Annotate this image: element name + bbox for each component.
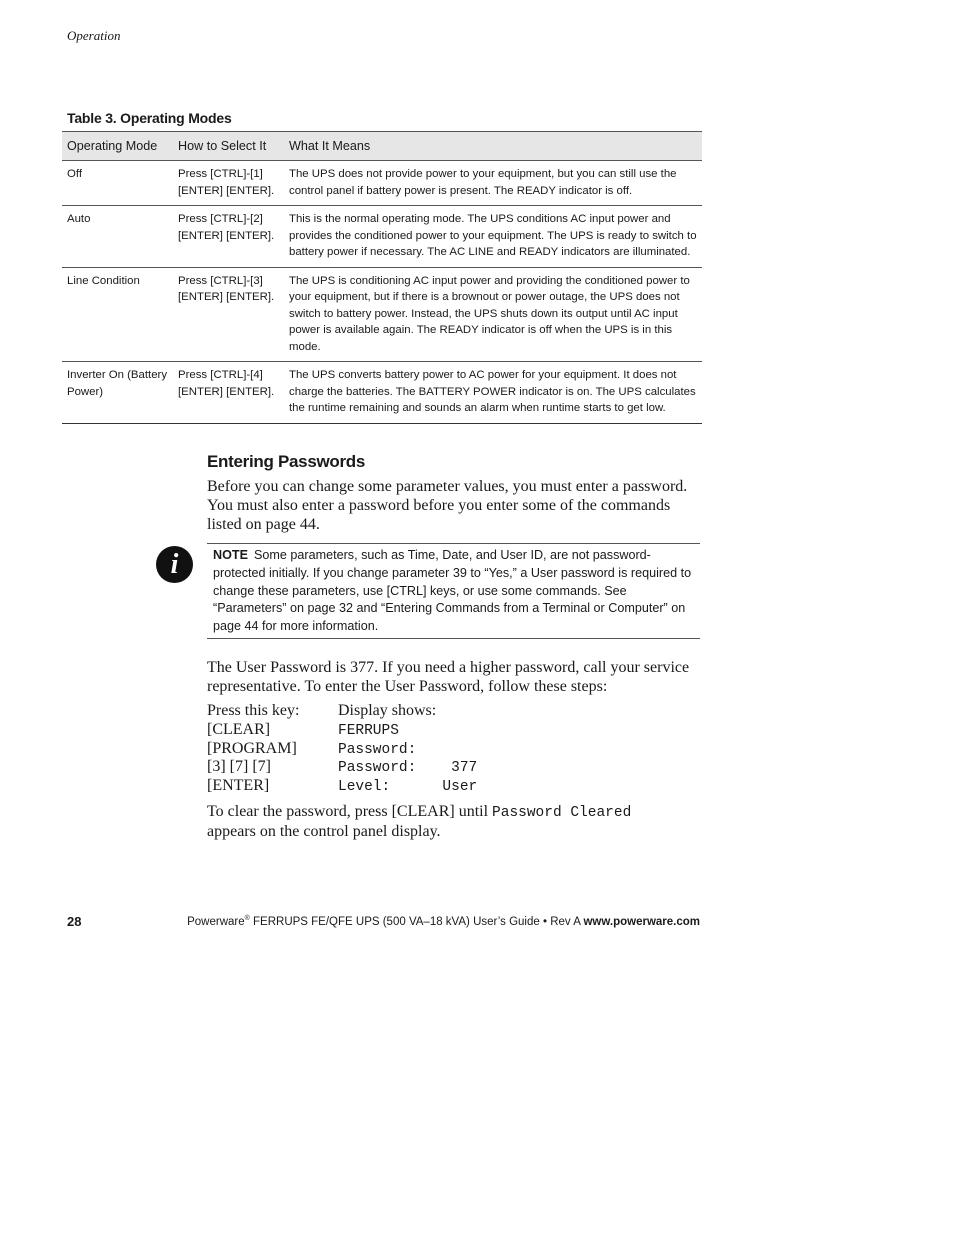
column-header-how-to-select: How to Select It — [173, 132, 284, 161]
select-cell: Press [CTRL]-[2] [ENTER] [ENTER]. — [173, 206, 284, 268]
clear-password-paragraph — [207, 803, 702, 841]
note-content — [213, 547, 697, 636]
column-header-what-it-means: What It Means — [284, 132, 702, 161]
note-text: Some parameters, such as Time, Date, and User ID, are not password-protected initially. If you change parameter 39 to “Yes,” a User password is required to change these parameters, use [CTRL] keys, or use some commands. See “Parameters” on page 32 and “Entering Commands from a Terminal or Computer” on page 44 for more information. — [213, 548, 692, 634]
meaning-cell: The UPS converts battery power to AC power for your equipment. It does not charge the batteries. The BATTERY POWER indicator is on. The UPS calculates the runtime remaining and sounds an alarm when runtime starts to get low. — [284, 362, 702, 424]
clear-text-before: To clear the password, press [CLEAR] until — [207, 803, 489, 820]
note-label: NOTE — [213, 548, 248, 562]
clear-text-after: appears on the control panel display. — [207, 822, 441, 840]
table-row — [62, 161, 702, 206]
footer-brand: Powerware — [187, 915, 245, 928]
display-output: Password: — [338, 741, 417, 758]
table-row — [62, 206, 702, 268]
table-caption: Table 3. Operating Modes — [67, 110, 232, 126]
meaning-cell: This is the normal operating mode. The UPS conditions AC input power and provides the conditioned power to your equipment. The UPS is ready to switch to battery power if necessary. The AC LINE and READY indicators are illuminated. — [284, 206, 702, 268]
key-press: [ENTER] — [207, 777, 270, 795]
table-row — [62, 267, 702, 362]
intro-paragraph: Before you can change some parameter values, you must enter a password. You must also enter a password before you enter some of the commands listed on page 44. — [207, 478, 688, 533]
section-heading: Entering Passwords — [207, 452, 366, 471]
footer-guide-title: FERRUPS FE/QFE UPS (500 VA–18 kVA) User’s Guide — [253, 915, 540, 928]
mode-cell: Off — [62, 161, 173, 206]
key-press: [3] [7] [7] — [207, 758, 271, 776]
display-output: FERRUPS — [338, 722, 399, 739]
display-column-header: Display shows: — [338, 702, 437, 719]
mode-cell: Auto — [62, 206, 173, 268]
table-header-row — [62, 132, 702, 161]
footer-separator: • — [542, 915, 547, 928]
clear-display-text: Password Cleared — [492, 805, 632, 821]
display-output: Level: User — [338, 779, 478, 796]
select-cell: Press [CTRL]-[4] [ENTER] [ENTER]. — [173, 362, 284, 424]
select-cell: Press [CTRL]-[1] [ENTER] [ENTER]. — [173, 161, 284, 206]
key-press: [PROGRAM] — [207, 739, 297, 757]
registered-mark: ® — [244, 915, 250, 922]
meaning-cell: The UPS is conditioning AC input power and providing the conditioned power to your equipment, but if there is a brownout or power outage, the UPS does not switch to battery power. Instead, the UPS shuts down its output until AC input power is available again. The READY indicator is off when the UPS is in this mode. — [284, 267, 702, 362]
running-head: Operation — [67, 28, 121, 43]
page-footer — [187, 915, 700, 928]
display-output: Password: 377 — [338, 760, 478, 777]
footer-url[interactable]: www.powerware.com — [583, 915, 700, 928]
operating-modes-table — [62, 131, 702, 424]
table-row — [62, 362, 702, 424]
meaning-cell: The UPS does not provide power to your equipment, but you can still use the control panel if battery power is present. The READY indicator is off. — [284, 161, 702, 206]
mode-cell: Inverter On (Battery Power) — [62, 362, 173, 424]
info-icon: i — [156, 546, 193, 583]
key-press: [CLEAR] — [207, 720, 271, 738]
page-number: 28 — [67, 914, 82, 929]
footer-revision: Rev A — [550, 915, 581, 928]
column-header-operating-mode: Operating Mode — [62, 132, 173, 161]
user-password-paragraph: The User Password is 377. If you need a higher password, call your service representative. To enter the User Password, follow these steps: — [207, 659, 690, 695]
select-cell: Press [CTRL]-[3] [ENTER] [ENTER]. — [173, 267, 284, 362]
mode-cell: Line Condition — [62, 267, 173, 362]
note-box — [207, 543, 700, 639]
key-column-header: Press this key: — [207, 702, 300, 719]
